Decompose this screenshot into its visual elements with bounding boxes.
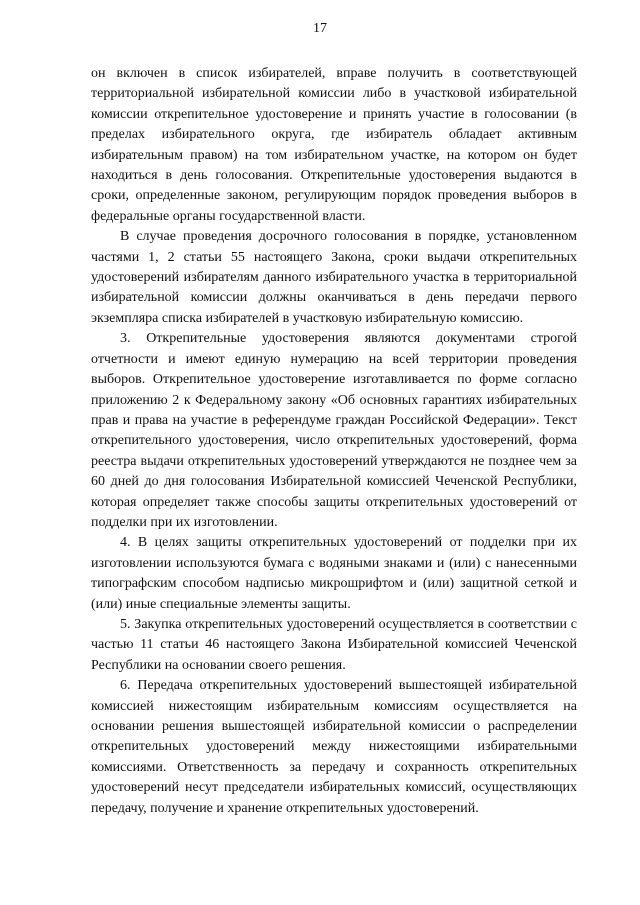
paragraph-item-3: 3. Открепительные удостоверения являются документами строгой отчетности и имеют единую нумерацию на всей территории проведения выборов. Открепительное удостоверение изготавливается по форме согласно приложению 2 к Федеральному закону «Об основных гарантиях избирательных прав и права на участие в референдуме граждан Российской Федерации». Текст открепительного удостоверения, число открепительных удостоверений, форма реестра выдачи открепительных удостоверений утверждаются не позднее чем за 60 дней до дня голосования Избирательной комиссией Чеченской Республики, которая определяет также способы защиты открепительных удостоверений от подделки при их изготовлении. (91, 331, 577, 530)
paragraph-early-voting: В случае проведения досрочного голосования в порядке, установленном частями 1, 2 статьи 55 настоящего Закона, сроки выдачи открепительных удостоверений избирателям данного избирательного участка в территориальной избирательной комиссии должны оканчиваться в день передачи первого экземпляра списка избирателей в участковую избирательную комиссию. (91, 229, 577, 326)
page-number: 17 (313, 21, 327, 36)
paragraph-item-5: 5. Закупка открепительных удостоверений осуществляется в соответствии с частью 11 статьи 46 настоящего Закона Избирательной комиссией Чеченской Республики на основании своего решения. (91, 616, 577, 673)
paragraph-item-4: 4. В целях защиты открепительных удостоверений от подделки при их изготовлении используются бумага с водяными знаками и (или) с нанесенными типографским способом надписью микрошрифтом и (или) защитной сеткой и (или) иные специальные элементы защиты. (91, 535, 577, 612)
paragraph-continuation: он включен в список избирателей, вправе получить в соответствующей территориальной избирательной комиссии либо в участковой избирательной комиссии открепительное удостоверение и принять участие в голосовании (в пределах избирательного округа, где избиратель обладает активным избирательным правом) на том избирательном участке, на котором он будет находиться в день голосования. Открепительные удостоверения выдаются в сроки, определенные законом, регулирующим порядок проведения выборов в федеральные органы государственной власти. (91, 66, 577, 224)
document-body (91, 64, 577, 819)
paragraph-item-6: 6. Передача открепительных удостоверений вышестоящей избирательной комиссией нижестоящим избирательным комиссиям осуществляется на основании решения вышестоящей избирательной комиссии о распределении открепительных удостоверений между нижестоящими избирательными комиссиями. Ответственность за передачу и сохранность открепительных удостоверений несут председатели избирательных комиссий, осуществляющих передачу, получение и хранение открепительных удостоверений. (91, 678, 577, 816)
